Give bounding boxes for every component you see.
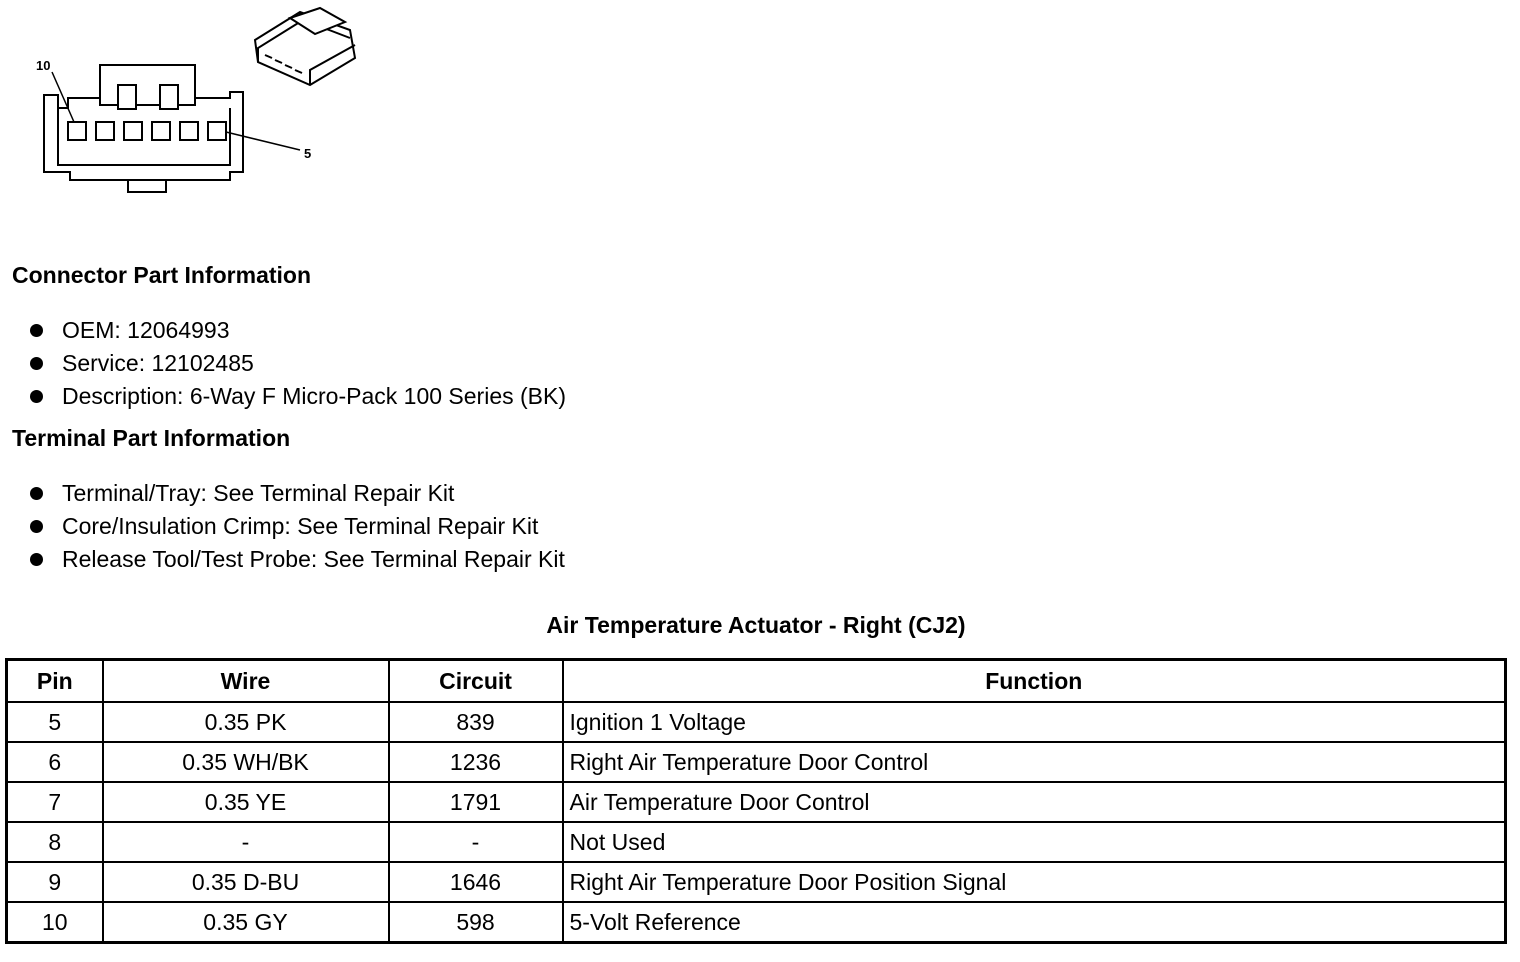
bullet-icon bbox=[30, 324, 43, 337]
table-row bbox=[7, 822, 1506, 862]
list-item bbox=[30, 543, 565, 576]
terminal-part-info-list bbox=[30, 477, 565, 576]
table-row bbox=[7, 742, 1506, 782]
cell-pin: 9 bbox=[7, 862, 103, 902]
table-row bbox=[7, 862, 1506, 902]
connector-part-info-heading: Connector Part Information bbox=[12, 262, 312, 288]
pin-table-title: Air Temperature Actuator - Right (CJ2) bbox=[546, 612, 966, 638]
cell-wire: 0.35 YE bbox=[103, 782, 389, 822]
cell-function: 5-Volt Reference bbox=[563, 902, 1506, 943]
connector-isometric-icon bbox=[255, 8, 355, 85]
cell-function: Right Air Temperature Door Control bbox=[563, 742, 1506, 782]
cell-circuit: 1791 bbox=[389, 782, 563, 822]
cell-circuit: - bbox=[389, 822, 563, 862]
cell-function: Not Used bbox=[563, 822, 1506, 862]
list-item bbox=[30, 347, 566, 380]
cell-circuit: 839 bbox=[389, 702, 563, 742]
list-item-text: OEM: 12064993 bbox=[62, 317, 230, 343]
list-item-text: Description: 6-Way F Micro-Pack 100 Series (BK) bbox=[62, 383, 567, 409]
cell-circuit: 1236 bbox=[389, 742, 563, 782]
bullet-icon bbox=[30, 487, 43, 500]
cell-circuit: 598 bbox=[389, 902, 563, 943]
cell-circuit: 1646 bbox=[389, 862, 563, 902]
pin-label-5: 5 bbox=[304, 146, 312, 161]
bullet-icon bbox=[30, 520, 43, 533]
terminal-part-info-heading: Terminal Part Information bbox=[12, 425, 291, 451]
column-header-pin: Pin bbox=[7, 660, 103, 703]
column-header-circuit: Circuit bbox=[389, 660, 563, 703]
table-row bbox=[7, 902, 1506, 943]
list-item-text: Service: 12102485 bbox=[62, 350, 254, 376]
bullet-icon bbox=[30, 357, 43, 370]
pin-label-10: 10 bbox=[36, 58, 51, 73]
cell-pin: 5 bbox=[7, 702, 103, 742]
cell-pin: 6 bbox=[7, 742, 103, 782]
column-header-wire: Wire bbox=[103, 660, 389, 703]
bullet-icon bbox=[30, 553, 43, 566]
cell-function: Right Air Temperature Door Position Signal bbox=[563, 862, 1506, 902]
column-header-function: Function bbox=[563, 660, 1506, 703]
list-item-text: Release Tool/Test Probe: See Terminal Repair Kit bbox=[62, 546, 565, 572]
cell-wire: 0.35 WH/BK bbox=[103, 742, 389, 782]
cell-wire: 0.35 PK bbox=[103, 702, 389, 742]
connector-front-view bbox=[44, 65, 243, 192]
list-item bbox=[30, 314, 566, 347]
cell-pin: 10 bbox=[7, 902, 103, 943]
list-item bbox=[30, 380, 566, 413]
cell-wire: 0.35 D-BU bbox=[103, 862, 389, 902]
cell-wire: 0.35 GY bbox=[103, 902, 389, 943]
list-item-text: Core/Insulation Crimp: See Terminal Repair Kit bbox=[62, 513, 539, 539]
connector-diagram bbox=[0, 0, 380, 230]
list-item-text: Terminal/Tray: See Terminal Repair Kit bbox=[62, 480, 455, 506]
table-row bbox=[7, 702, 1506, 742]
cell-function: Ignition 1 Voltage bbox=[563, 702, 1506, 742]
cell-pin: 8 bbox=[7, 822, 103, 862]
cell-wire: - bbox=[103, 822, 389, 862]
cell-pin: 7 bbox=[7, 782, 103, 822]
table-row bbox=[7, 782, 1506, 822]
bullet-icon bbox=[30, 390, 43, 403]
connector-part-info-list bbox=[30, 314, 566, 413]
pin-table bbox=[5, 658, 1507, 944]
cell-function: Air Temperature Door Control bbox=[563, 782, 1506, 822]
table-header-row bbox=[7, 660, 1506, 703]
list-item bbox=[30, 477, 565, 510]
list-item bbox=[30, 510, 565, 543]
